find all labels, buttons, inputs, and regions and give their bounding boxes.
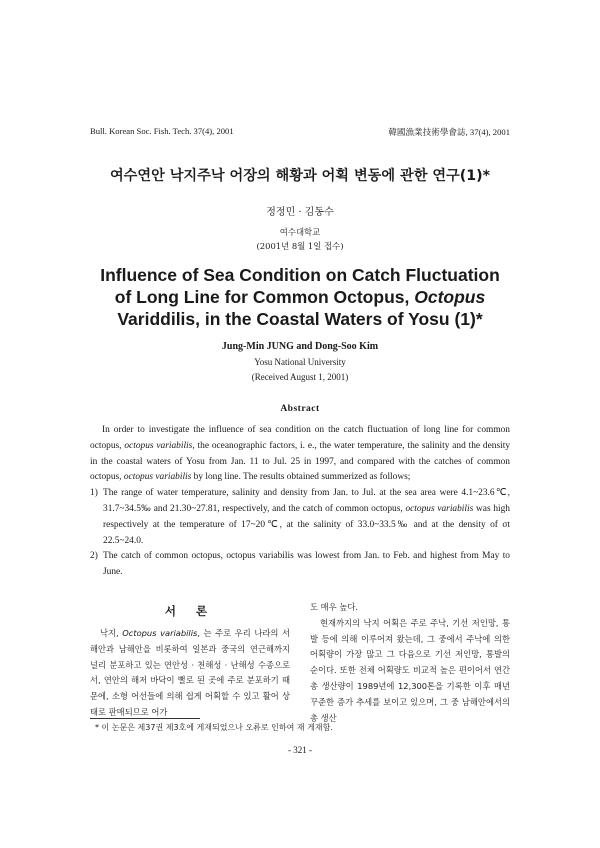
result-text: The catch of common octopus, octopus variabilis was lowest from Jan. to Feb. and highest from May to June. [103,551,510,578]
body-column-right [310,600,510,726]
footnote: * 이 논문은 제37권 제3호에 게재되었으나 오류로 인하여 재 게재함. [95,723,333,732]
result-number: 1) [90,488,98,499]
abstract-result-1 [90,486,510,549]
journal-header-left: Bull. Korean Soc. Fish. Tech. 37(4), 2001 [90,126,234,136]
abstract-text: The range of water temperature, salinity and density from Jan. to Jul. at the sea area were 4.1~23.6℃, 31.7~34.5‰ and 21.30~27.81, respectively, and the catch of common octopus, [103,488,510,514]
body-text: 낙지, [100,628,123,638]
abstract-intro [90,423,510,486]
abstract-species: octopus variabilis [124,440,193,451]
journal-header-right: 韓國漁業技術學會誌, 37(4), 2001 [388,127,510,137]
result-number: 2) [90,551,98,562]
body-text: , 는 주로 우리 나라의 서해안과 남해안을 비롯하여 일본과 중국의 연근해까지 널리 분포하고 있는 연안성 · 천해성 · 난해성 수종으로서, 연안의 해저 바닥이 뻘로 된 곳에 주로 분포하기 때문에, 소형 어선들에 의해 쉽게 어획할 수 있고 활어 상태로 판매되므로 어가 [90,628,290,717]
korean-title: 여수연안 낙지주낙 어장의 해황과 어획 변동에 관한 연구(1)* [109,168,491,184]
body-paragraph-continued: 도 매우 높다. [310,602,358,612]
abstract-text: was high respectively at the temperature of 17~20℃, at the salinity of 33.0~33.5‰ and at the density of σt 22.5~24.0. [103,503,510,546]
result-text [103,486,510,549]
english-affiliation: Yosu National University [254,357,346,367]
abstract-text: , the oceanographic factors, i. e., the water temperature, the salinity and the density in the coastal waters of Yosu from Jan. 11 to Jul. 25 in 1997, and compared with the catches of common octopus, [90,440,511,483]
abstract-species: octopus variabilis [123,472,192,483]
section-heading-introduction: 서 론 [164,604,216,618]
abstract-text: In order to investigate the influence of sea condition on the catch fluctuation of long line for common octopus, [90,425,510,451]
korean-received-date: (2001년 8월 1일 접수) [256,241,344,251]
korean-affiliation: 여수대학교 [279,227,321,237]
page-number: - 321 - [288,745,312,755]
english-received-date: (Received August 1, 2001) [251,372,349,382]
body-column-left [90,626,290,721]
english-title-species: Octopus [414,287,486,307]
footnote-rule [90,718,200,719]
english-title-line3: Variddilis, in the Coastal Waters of Yosu (1)* [117,309,483,329]
abstract-species: octopus variabilis [405,503,474,514]
english-title-line1: Influence of Sea Condition on Catch Fluctuation [100,265,500,285]
english-authors: Jung-Min JUNG and Dong-Soo Kim [221,341,379,352]
english-title-line2 [0,286,600,308]
body-paragraph: 현재까지의 낙지 어획은 주로 주낙, 기선 저인망, 통발 등에 의해 이루어져 왔는데, 그 중에서 주낙에 의한 어획량이 가장 많고 그 다음으로 기선 저인망, 통발의 순이다. 또한 전체 어획량도 비교적 높은 편이어서 연간 총 생산량이 1989년에 12,300톤을 기록한 이후 매년 꾸준한 증가 추세를 보이고 있으며, 그 중 남해안에서의 총 생산 [310,617,510,723]
abstract-body [90,423,510,581]
abstract-heading: Abstract [280,404,320,414]
abstract-result-2 [90,549,510,581]
body-species: Octopus variabilis [122,628,198,638]
intro-paragraph [90,626,290,721]
english-title-line2-text: of Long Line for Common Octopus, [114,287,415,307]
english-title [0,264,600,330]
korean-authors: 정정민 · 김동수 [266,207,334,218]
abstract-text: by long line. The results obtained summerized as follows; [191,472,411,483]
